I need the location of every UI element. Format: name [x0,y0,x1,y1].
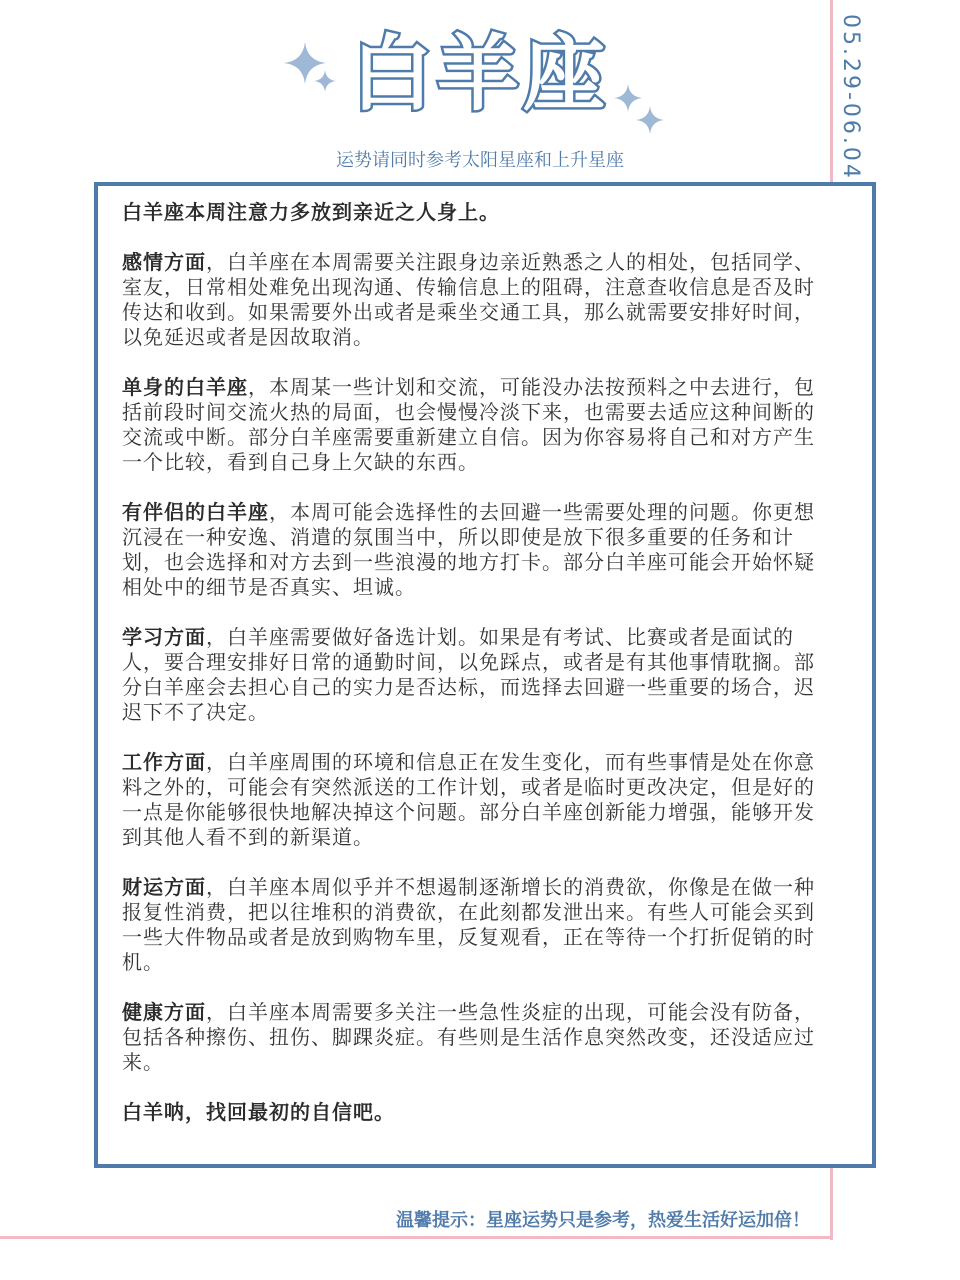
pink-horizontal-line [0,1236,833,1239]
date-range: 05.29-06.04 [838,14,863,181]
section-love: 感情方面，白羊座在本周需要关注跟身边亲近熟悉之人的相处，包括同学、室友，日常相处难免出现沟通、传输信息上的阻碍，注意查收信息是否及时传达和收到。如果需要外出或者是乘坐交通工具，那么就需要安排好时间，以免延迟或者是因故取消。 [122,250,815,349]
page-title: 白羊座 [350,27,609,122]
intro-paragraph: 白羊座本周注意力多放到亲近之人身上。 [122,200,500,224]
section-work: 工作方面，白羊座周围的环境和信息正在发生变化，而有些事情是处在你意料之外的，可能会有突然派送的工作计划，或者是临时更改决定，但是好的一点是你能够很快地解决掉这个问题。部分白羊座创新能力增强，能够开发到其他人看不到的新渠道。 [122,750,815,849]
closing-paragraph: 白羊呐，找回最初的自信吧。 [122,1100,395,1124]
section-wealth: 财运方面，白羊座本周似乎并不想遏制逐渐增长的消费欲，你像是在做一种报复性消费，把以往堆积的消费欲，在此刻都发泄出来。有些人可能会买到一些大件物品或者是放到购物车里，反复观看，正在等待一个打折促销的时机。 [122,875,815,974]
footer-tip: 温馨提示：星座运势只是参考，热爱生活好运加倍！ [396,1210,810,1231]
content-body [122,200,824,1150]
section-study: 学习方面，白羊座需要做好备选计划。如果是有考试、比赛或者是面试的人，要合理安排好日常的通勤时间，以免踩点，或者是有其他事情耽搁。部分白羊座会去担心自己的实力是否达标，而选择去回避一些重要的场合，迟迟下不了决定。 [122,625,815,724]
section-single: 单身的白羊座，本周某一些计划和交流，可能没办法按预料之中去进行，包括前段时间交流火热的局面，也会慢慢冷淡下来，也需要去适应这种间断的交流或中断。部分白羊座需要重新建立自信。因为你容易将自己和对方产生一个比较，看到自己身上欠缺的东西。 [122,375,815,474]
section-health: 健康方面，白羊座本周需要多关注一些急性炎症的出现，可能会没有防备，包括各种擦伤、扭伤、脚踝炎症。有些则是生活作息突然改变，还没适应过来。 [122,1000,815,1074]
subtitle: 运势请同时参考太阳星座和上升星座 [336,150,624,171]
section-couple: 有伴侣的白羊座，本周可能会选择性的去回避一些需要处理的问题。你更想沉浸在一种安逸、消遣的氛围当中，所以即使是放下很多重要的任务和计划，也会选择和对方去到一些浪漫的地方打卡。部分白羊座可能会开始怀疑相处中的细节是否真实、坦诚。 [122,500,815,599]
content-card [94,182,876,1168]
